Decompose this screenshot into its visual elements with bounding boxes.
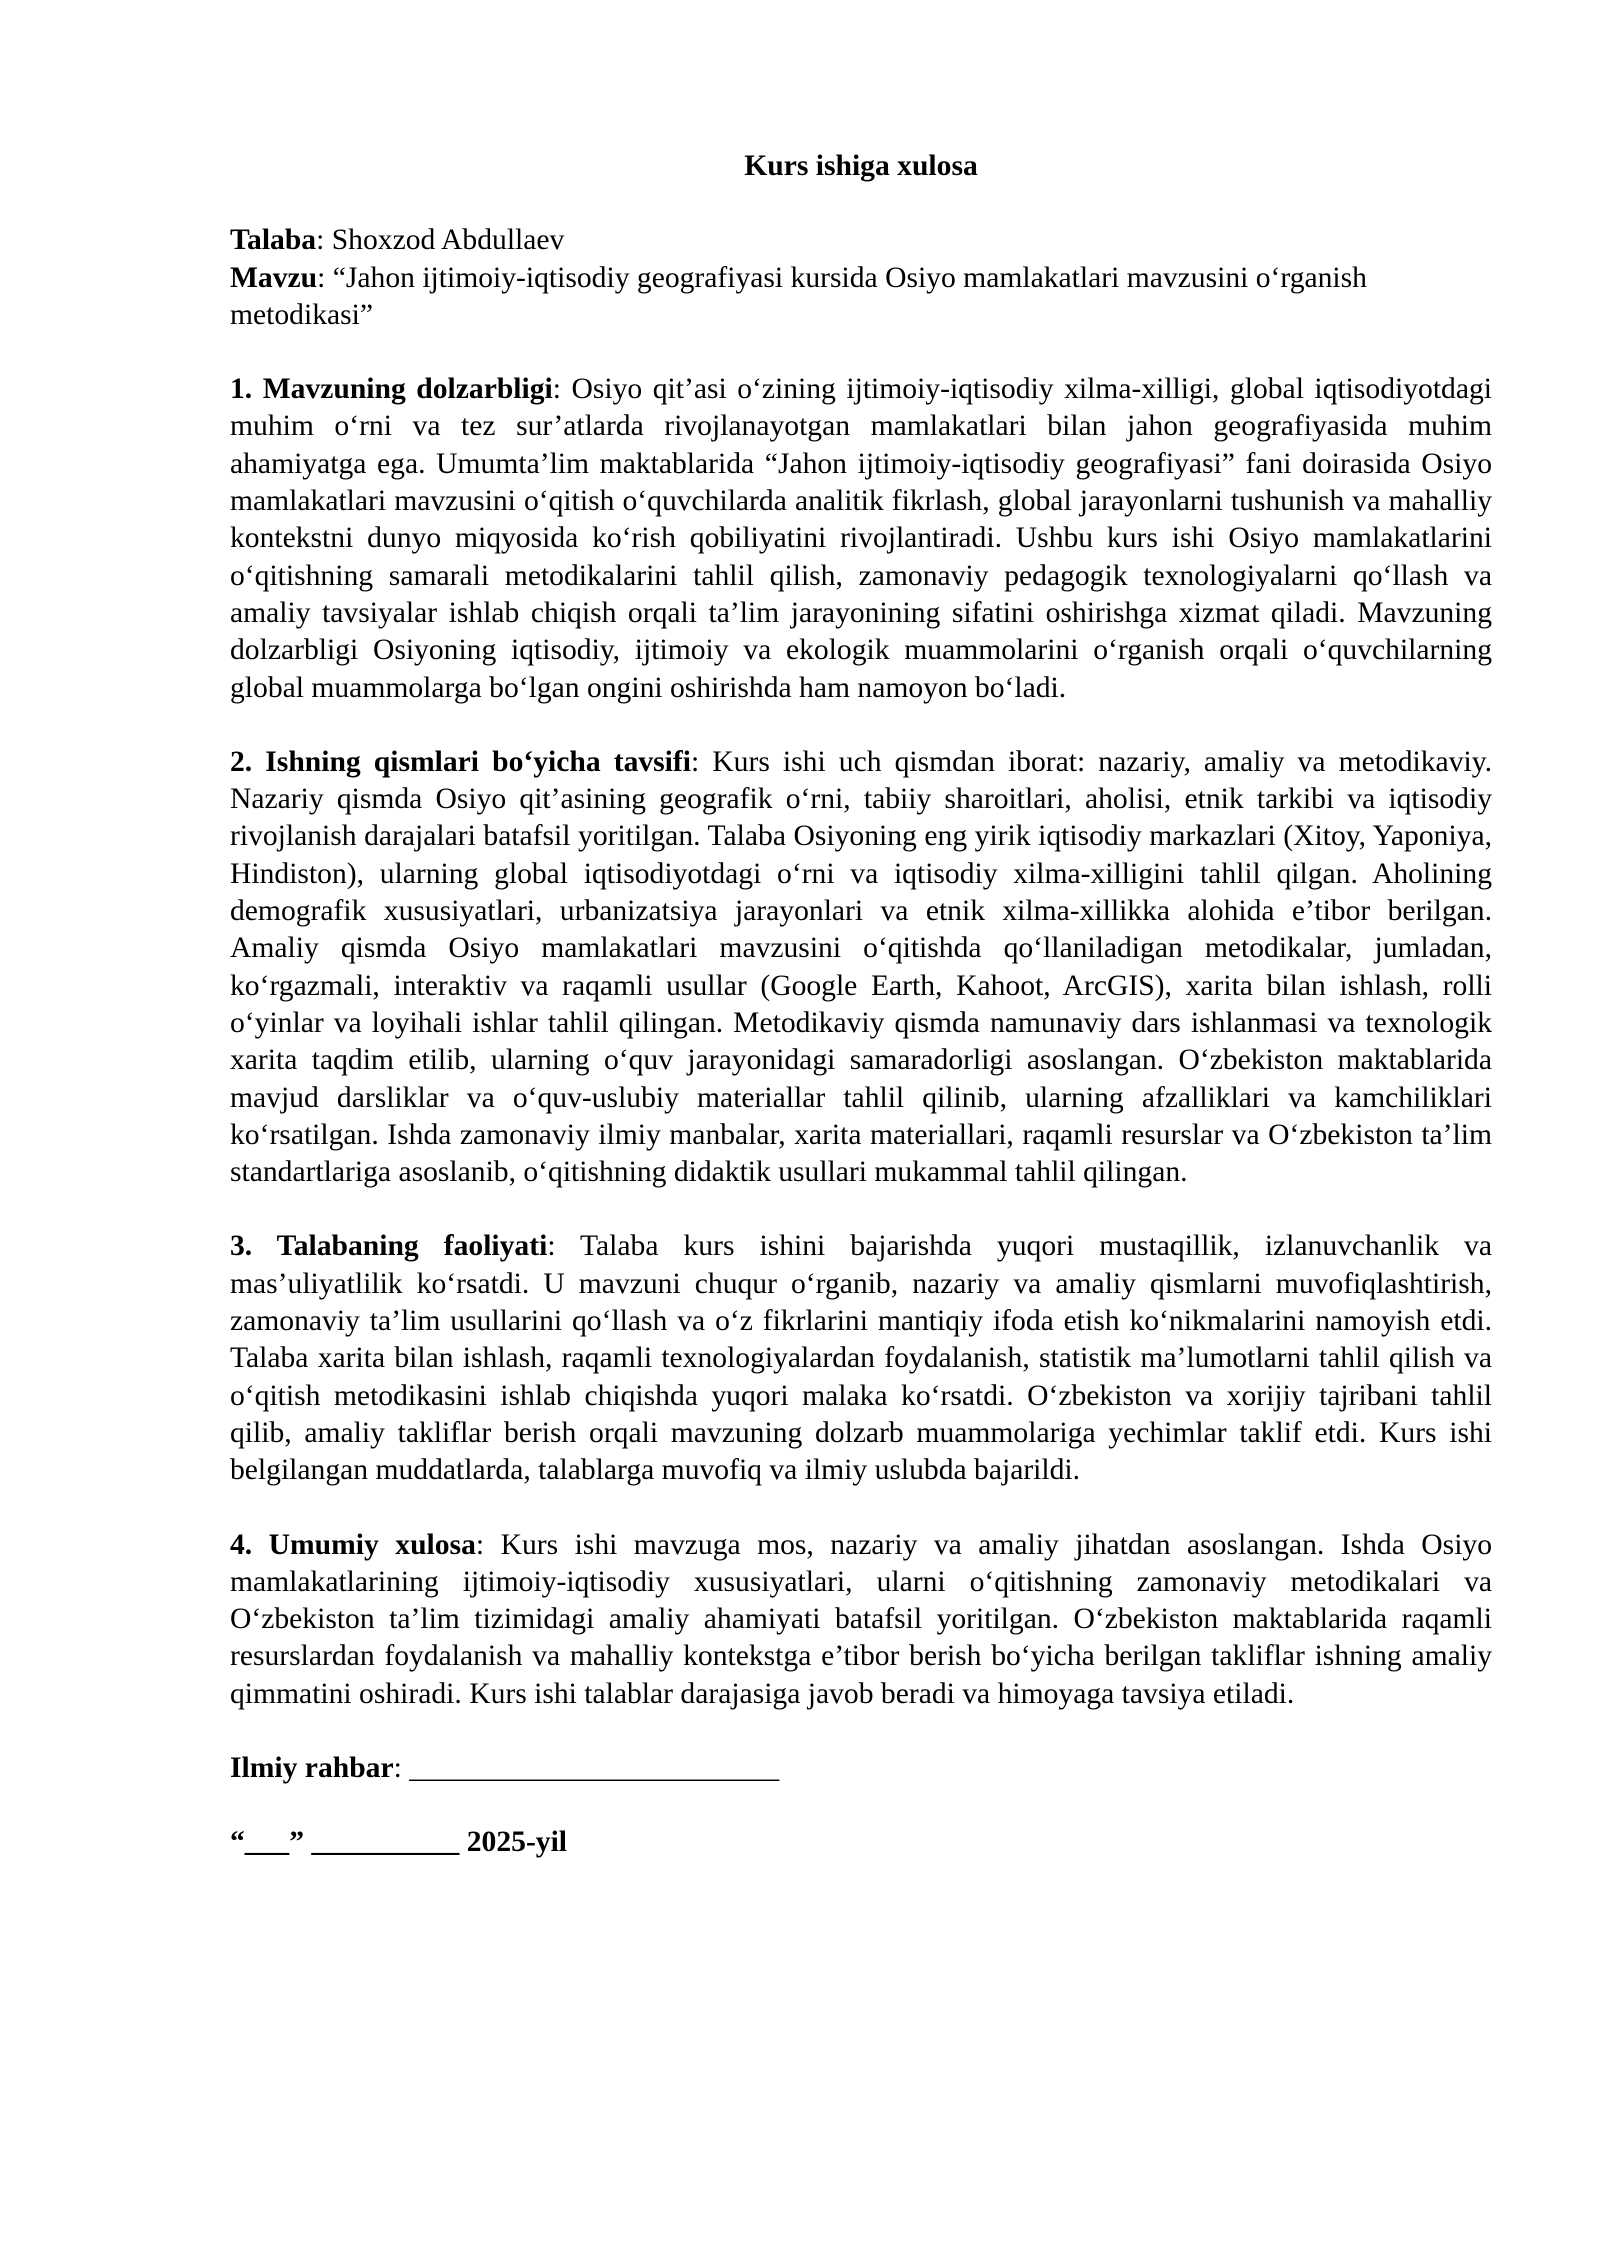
section-text: Kurs ishi uch qismdan iborat: nazariy, amaliy va metodikaviy. Nazariy qismda Osiyo qit’asining geografik o‘rni, tabiiy sharoitlari, aholisi, etnik tarkibi va iqtisodiy rivojlanish darajalari batafsil yoritilgan. Talaba Osiyoning eng yirik iqtisodiy markazlari (Xitoy, Yaponiya, Hindiston), ularning global iqtisodiyotdagi o‘rni va iqtisodiy xilma-xilligini tahlil qilgan. Aholining demografik xususiyatlari, urbanizatsiya jarayonlari va etnik xilma-xillikka alohida e’tibor berilgan. Amaliy qismda Osiyo mamlakatlari mavzusini o‘qitishda qo‘llaniladigan metodikalar, jumladan, ko‘rgazmali, interaktiv va raqamli usullar (Google Earth, Kahoot, ArcGIS), xarita bilan ishlash, rolli o‘yinlar va loyihali ishlar tahlil qilingan. Metodikaviy qismda namunaviy dars ishlanmasi va texnologik xarita taqdim etilib, ularning o‘quv jarayonidagi samaradorligi asoslangan. O‘zbekiston maktablarida mavjud darsliklar va o‘quv-uslubiy materiallar tahlil qilinib, ularning afzalliklari va kamchiliklari ko‘rsatilgan. Ishda zamonaviy ilmiy manbalar, xarita materiallari, raqamli resurslar va O‘zbekiston ta’lim standartlariga asoslanib, o‘qitishning didaktik usullari mukammal tahlil qilingan. xyxy=(230,745,1492,1189)
signature-blank: _________________________ xyxy=(409,1751,780,1784)
section-text: Kurs ishi mavzuga mos, nazariy va amaliy jihatdan asoslangan. Ishda Osiyo mamlakatlarining ijtimoiy-iqtisodiy xususiyatlari, ularni o‘qitishning zamonaviy metodikalari va O‘zbekiston ta’lim tizimidagi amaliy ahamiyati batafsil yoritilgan. O‘zbekiston maktablarida raqamli resurslardan foydalanish va mahalliy kontekstga e’tibor berish bo‘yicha berilgan takliflar ishning amaliy qimmatini oshiradi. Kurs ishi talablar darajasiga javob beradi va himoyaga tavsiya etiladi. xyxy=(230,1528,1493,1710)
student-name: Shoxzod Abdullaev xyxy=(331,224,565,257)
section-relevance: 1. Mavzuning dolzarbligi: Osiyo qit’asi o‘zining ijtimoiy-iqtisodiy xilma-xilligi, global iqtisodiyotdagi muhim o‘rni va tez sur’atlarda rivojlanayotgan mamlakatlari bilan jahon geografiyasida muhim ahamiyatga ega. Umumta’lim maktablarida “Jahon ijtimoiy-iqtisodiy geografiyasi” fani doirasida Osiyo mamlakatlari mavzusini o‘qitish o‘quvchilarda analitik fikrlash, global jarayonlarni tushunish va mahalliy kontekstni dunyo miqyosida ko‘rish qobiliyatini rivojlantiradi. Ushbu kurs ishi Osiyo mamlakatlarini o‘qitishning samarali metodikalarini tahlil qilish, zamonaviy pedagogik texnologiyalarni qo‘llash va amaliy tavsiyalar ishlab chiqish orqali ta’lim jarayonining sifatini oshirishga xizmat qiladi. Mavzuning dolzarbligi Osiyoning iqtisodiy, ijtimoiy va ekologik muammolarini o‘rganish orqali o‘quvchilarning global muammolarga bo‘lgan ongini oshirishda ham namoyon bo‘ladi. xyxy=(230,373,1492,704)
meta-block xyxy=(230,222,1492,334)
topic-line: Mavzu: “Jahon ijtimoiy-iqtisodiy geografiyasi kursida Osiyo mamlakatlari mavzusini o‘rganish metodikasi” xyxy=(230,261,1367,331)
section-student-activity: 3. Talabaning faoliyati: Talaba kurs ishini bajarishda yuqori mustaqillik, izlanuvchanlik va mas’uliyatlilik ko‘rsatdi. U mavzuni chuqur o‘rganib, nazariy va amaliy qismlarni muvofiqlashtirish, zamonaviy ta’lim usullarini qo‘llash va o‘z fikrlarini mantiqiy ifoda etish ko‘nikmalarini namoyish etdi. Talaba xarita bilan ishlash, raqamli texnologiyalardan foydalanish, statistik ma’lumotlarni tahlil qilish va o‘qitish metodikasini ishlab chiqishda yuqori malaka ko‘rsatdi. O‘zbekiston va xorijiy tajribani tahlil qilib, amaliy takliflar berish orqali mavzuning dolzarb muammolariga yechimlar taklif etdi. Kurs ishi belgilangan muddatlarda, talablarga muvofiq va ilmiy uslubda bajarildi. xyxy=(230,1230,1492,1487)
section-heading: 2. Ishning qismlari bo‘yicha tavsifi xyxy=(230,745,691,778)
supervisor-signature-line: Ilmiy rahbar: _________________________ xyxy=(230,1751,780,1784)
date-line: “___” __________ 2025-yil xyxy=(230,1826,568,1859)
section-text: Talaba kurs ishini bajarishda yuqori mustaqillik, izlanuvchanlik va mas’uliyatlilik ko‘rsatdi. U mavzuni chuqur o‘rganib, nazariy va amaliy qismlarni muvofiqlashtirish, zamonaviy ta’lim usullarini qo‘llash va o‘z fikrlarini mantiqiy ifoda etish ko‘nikmalarini namoyish etdi. Talaba xarita bilan ishlash, raqamli texnologiyalardan foydalanish, statistik ma’lumotlarni tahlil qilish va o‘qitish metodikasini ishlab chiqishda yuqori malaka ko‘rsatdi. O‘zbekiston va xorijiy tajribani tahlil qilib, amaliy takliflar berish orqali mavzuning dolzarb muammolariga yechimlar taklif etdi. Kurs ishi belgilangan muddatlarda, talablarga muvofiq va ilmiy uslubda bajarildi. xyxy=(230,1230,1492,1487)
section-heading: 1. Mavzuning dolzarbligi xyxy=(230,373,553,406)
document-page xyxy=(230,148,1492,1862)
supervisor-label: Ilmiy rahbar xyxy=(230,1751,394,1784)
section-general-conclusion: 4. Umumiy xulosa: Kurs ishi mavzuga mos, nazariy va amaliy jihatdan asoslangan. Ishda Osiyo mamlakatlarining ijtimoiy-iqtisodiy xususiyatlari, ularni o‘qitishning zamonaviy metodikalari va O‘zbekiston ta’lim tizimidagi amaliy ahamiyati batafsil yoritilgan. O‘zbekiston maktablarida raqamli resurslardan foydalanish va mahalliy kontekstga e’tibor berish bo‘yicha berilgan takliflar ishning amaliy qimmatini oshiradi. Kurs ishi talablar darajasiga javob beradi va himoyaga tavsiya etiladi. xyxy=(230,1528,1493,1710)
topic-value: “Jahon ijtimoiy-iqtisodiy geografiyasi kursida Osiyo mamlakatlari mavzusini o‘rganish metodikasi” xyxy=(230,261,1367,331)
student-label: Talaba xyxy=(230,224,317,257)
section-text: Osiyo qit’asi o‘zining ijtimoiy-iqtisodiy xilma-xilligi, global iqtisodiyotdagi muhim o‘rni va tez sur’atlarda rivojlanayotgan mamlakatlari bilan jahon geografiyasida muhim ahamiyatga ega. Umumta’lim maktablarida “Jahon ijtimoiy-iqtisodiy geografiyasi” fani doirasida Osiyo mamlakatlari mavzusini o‘qitish o‘quvchilarda analitik fikrlash, global jarayonlarni tushunish va mahalliy kontekstni dunyo miqyosida ko‘rish qobiliyatini rivojlantiradi. Ushbu kurs ishi Osiyo mamlakatlarini o‘qitishning samarali metodikalarini tahlil qilish, zamonaviy pedagogik texnologiyalarni qo‘llash va amaliy tavsiyalar ishlab chiqish orqali ta’lim jarayonining sifatini oshirishga xizmat qiladi. Mavzuning dolzarbligi Osiyoning iqtisodiy, ijtimoiy va ekologik muammolarini o‘rganish orqali o‘quvchilarning global muammolarga bo‘lgan ongini oshirishda ham namoyon bo‘ladi. xyxy=(230,373,1492,704)
topic-label: Mavzu xyxy=(230,261,318,294)
section-parts-description: 2. Ishning qismlari bo‘yicha tavsifi: Kurs ishi uch qismdan iborat: nazariy, amaliy va metodikaviy. Nazariy qismda Osiyo qit’asining geografik o‘rni, tabiiy sharoitlari, aholisi, etnik tarkibi va iqtisodiy rivojlanish darajalari batafsil yoritilgan. Talaba Osiyoning eng yirik iqtisodiy markazlari (Xitoy, Yaponiya, Hindiston), ularning global iqtisodiyotdagi o‘rni va iqtisodiy xilma-xilligini tahlil qilgan. Aholining demografik xususiyatlari, urbanizatsiya jarayonlari va etnik xilma-xillikka alohida e’tibor berilgan. Amaliy qismda Osiyo mamlakatlari mavzusini o‘qitishda qo‘llaniladigan metodikalar, jumladan, ko‘rgazmali, interaktiv va raqamli usullar (Google Earth, Kahoot, ArcGIS), xarita bilan ishlash, rolli o‘yinlar va loyihali ishlar tahlil qilingan. Metodikaviy qismda namunaviy dars ishlanmasi va texnologik xarita taqdim etilib, ularning o‘quv jarayonidagi samaradorligi asoslangan. O‘zbekiston maktablarida mavjud darsliklar va o‘quv-uslubiy materiallar tahlil qilinib, ularning afzalliklari va kamchiliklari ko‘rsatilgan. Ishda zamonaviy ilmiy manbalar, xarita materiallari, raqamli resurslar va O‘zbekiston ta’lim standartlariga asoslanib, o‘qitishning didaktik usullari mukammal tahlil qilingan. xyxy=(230,745,1492,1189)
student-line: Talaba: Shoxzod Abdullaev xyxy=(230,224,565,257)
section-heading: 4. Umumiy xulosa xyxy=(230,1528,476,1561)
document-title: Kurs ishiga xulosa xyxy=(744,150,978,182)
section-heading: 3. Talabaning faoliyati xyxy=(230,1230,548,1263)
